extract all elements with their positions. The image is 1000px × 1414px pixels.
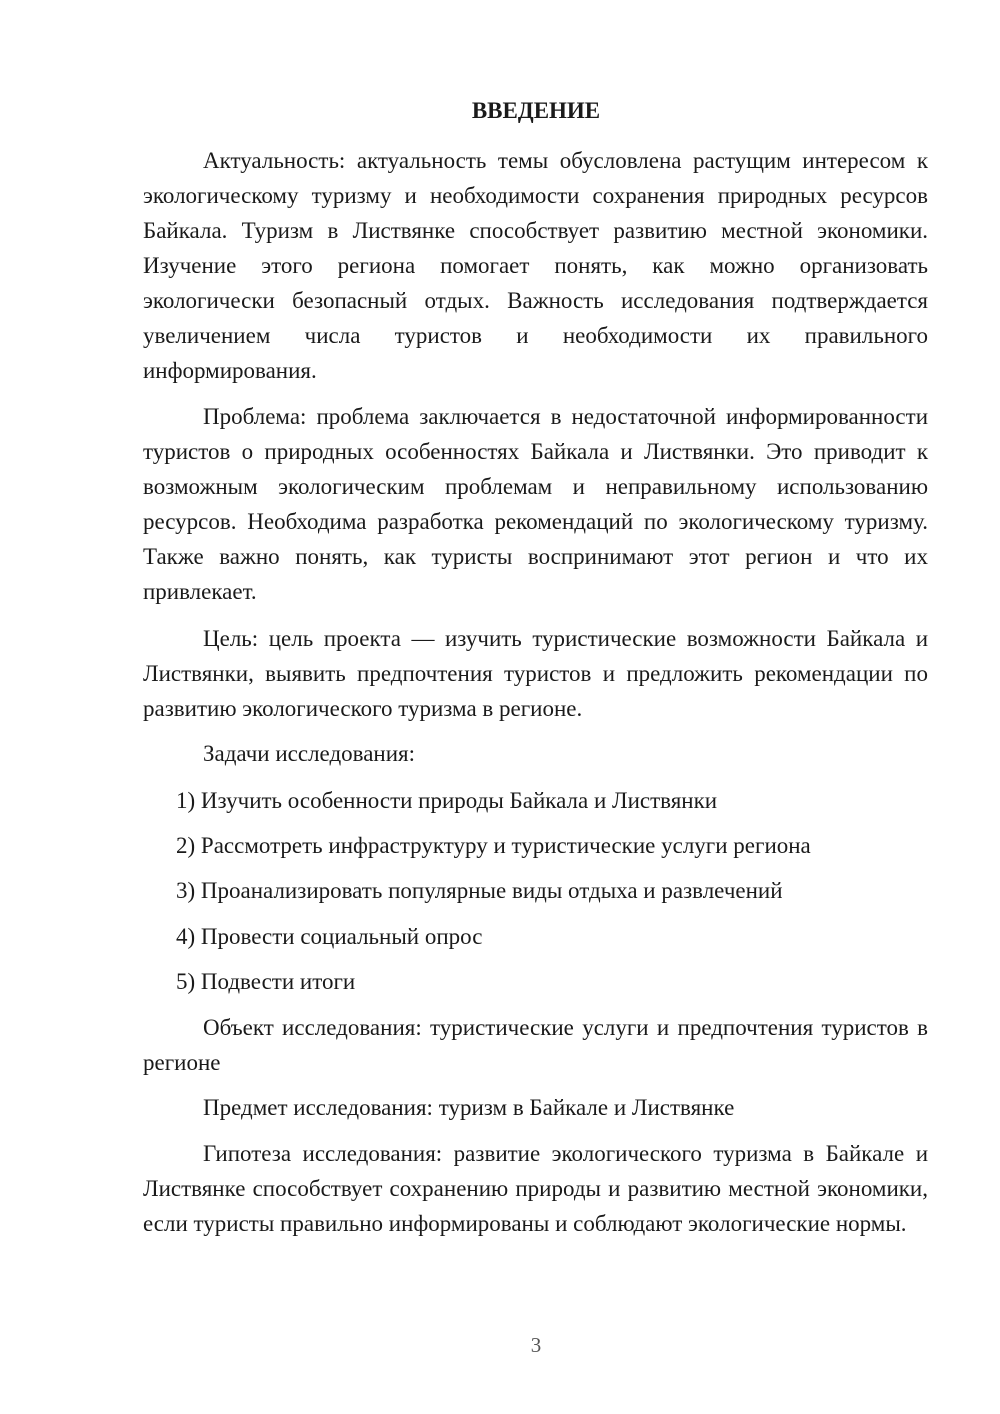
list-item: 5) Подвести итоги: [176, 969, 356, 994]
goal-paragraph: [143, 621, 928, 726]
list-item: 2) Рассмотреть инфраструктуру и туристические услуги региона: [176, 833, 811, 858]
relevance-paragraph: [143, 143, 928, 388]
hypothesis-paragraph: [143, 1136, 928, 1241]
tasks-heading-text: Задачи исследования:: [203, 741, 416, 766]
subject-paragraph: [143, 1090, 928, 1125]
list-item: 4) Провести социальный опрос: [176, 924, 483, 949]
goal-text: Цель: цель проекта — изучить туристические возможности Байкала и Листвянки, выявить предпочтения туристов и предложить рекомендации по развитию экологического туризма в регионе.: [143, 626, 928, 721]
object-paragraph: [143, 1010, 928, 1080]
object-text: Объект исследования: туристические услуги и предпочтения туристов в регионе: [143, 1015, 928, 1075]
problem-text: Проблема: проблема заключается в недостаточной информированности туристов о природных особенностях Байкала и Листвянки. Это приводит к возможным экологическим проблемам и неправильному использованию ресурсов. Необходима разработка рекомендаций по экологическому туризму. Также важно понять, как туристы воспринимают этот регион и что их привлекает.: [143, 404, 928, 604]
subject-text: Предмет исследования: туризм в Байкале и Листвянке: [203, 1095, 735, 1120]
hypothesis-text: Гипотеза исследования: развитие экологического туризма в Байкале и Листвянке способствует сохранению природы и развитию местной экономики, если туристы правильно информированы и соблюдают экологические нормы.: [143, 1141, 928, 1236]
page-number: 3: [530, 1333, 542, 1357]
list-item: 1) Изучить особенности природы Байкала и Листвянки: [176, 788, 718, 813]
relevance-text: Актуальность: актуальность темы обусловлена растущим интересом к экологическому туризму и необходимости сохранения природных ресурсов Байкала. Туризм в Листвянке способствует развитию местной экономики. Изучение этого региона помогает понять, как можно организовать экологически безопасный отдых. Важность исследования подтверждается увеличением числа туристов и необходимости их правильного информирования.: [143, 148, 928, 383]
page-title: ВВЕДЕНИЕ: [471, 98, 601, 123]
problem-paragraph: [143, 399, 928, 609]
tasks-heading: [143, 736, 928, 771]
list-item: 3) Проанализировать популярные виды отдыха и развлечений: [176, 878, 783, 903]
